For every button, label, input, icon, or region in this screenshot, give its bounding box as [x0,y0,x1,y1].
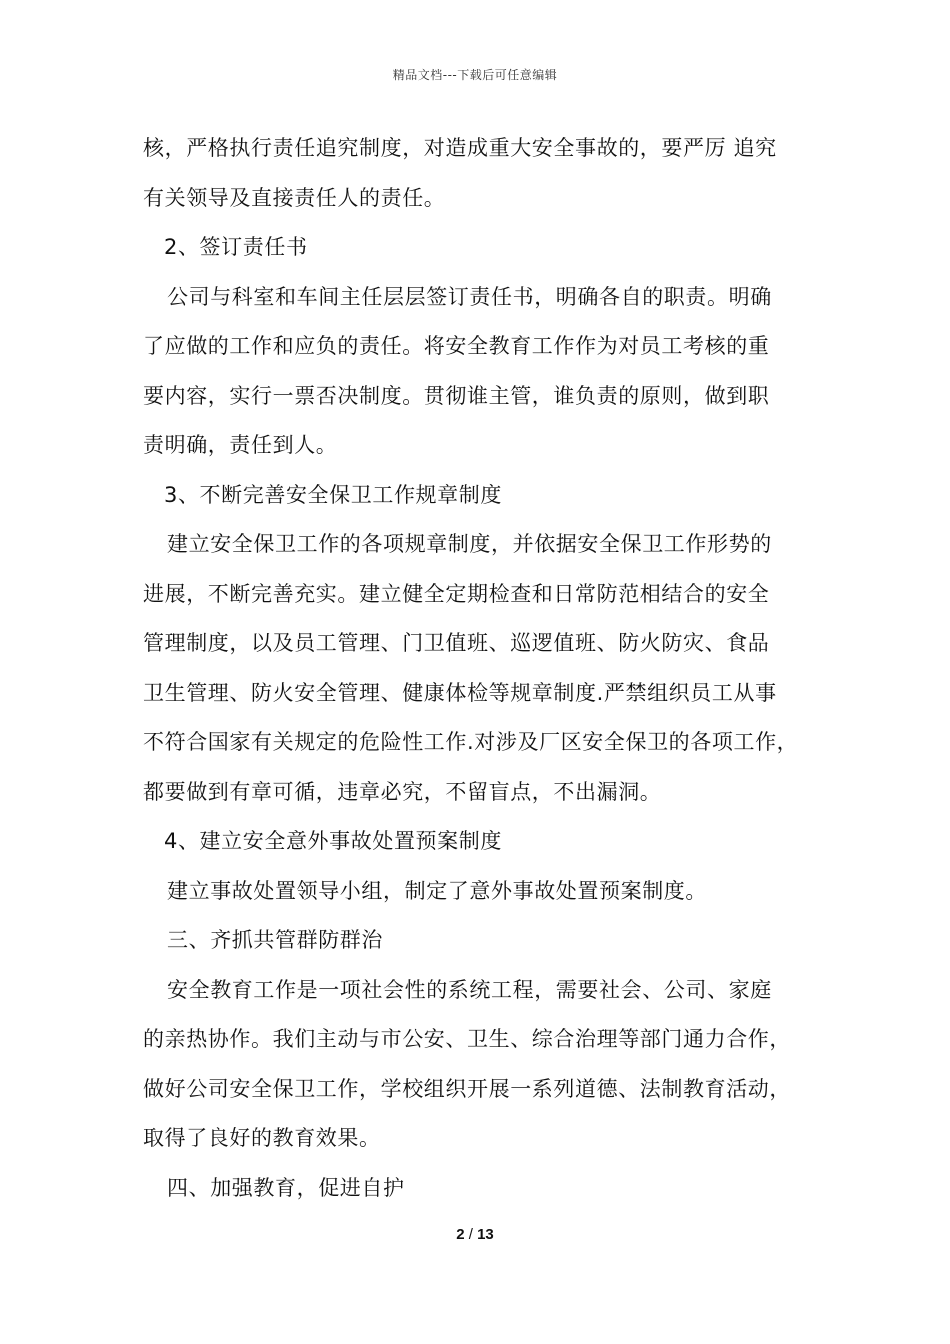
total-pages: 13 [477,1226,494,1243]
text-line: 做好公司安全保卫工作，学校组织开展一系列道德、法制教育活动， [143,1076,791,1101]
text-line: 核，严格执行责任追究制度，对造成重大安全事故的，要严厉 追究 [143,136,777,160]
text-line: 有关领导及直接责任人的责任。 [143,185,446,210]
text-line: 卫生管理、防火安全管理、健康体检等规章制度.严禁组织员工从事 [143,680,777,705]
text-line: 都要做到有章可循，违章必究，不留盲点，不出漏洞。 [143,779,662,804]
text-line: 不符合国家有关规定的危险性工作.对涉及厂区安全保卫的各项工作， [143,730,799,754]
section-heading: 4、建立安全意外事故处置预案制度 [164,829,502,853]
current-page: 2 [456,1226,465,1243]
section-heading: 三、齐抓共管群防群治 [167,928,383,952]
page-header: 精品文档---下载后可任意编辑 [392,68,558,82]
text-line: 取得了良好的教育效果。 [143,1126,381,1150]
text-line: 安全教育工作是一项社会性的系统工程，需要社会、公司、家庭 [167,977,772,1002]
text-line: 建立事故处置领导小组，制定了意外事故处置预案制度。 [167,878,707,903]
text-line: 的亲热协作。我们主动与市公安、卫生、综合治理等部门通力合作， [143,1027,791,1051]
section-heading: 2、签订责任书 [164,235,308,259]
text-line: 了应做的工作和应负的责任。将安全教育工作作为对员工考核的重 [143,334,770,358]
section-heading: 3、不断完善安全保卫工作规章制度 [164,482,502,507]
text-line: 管理制度，以及员工管理、门卫值班、巡逻值班、防火防灾、食品 [143,631,770,655]
text-line: 进展，不断完善充实。建立健全定期检查和日常防范相结合的安全 [143,581,770,606]
document-body [143,124,823,1213]
section-heading: 四、加强教育，促进自护 [167,1175,405,1200]
page-number [0,1226,950,1243]
text-line: 要内容，实行一票否决制度。贯彻谁主管，谁负责的原则，做到职 [143,383,770,408]
text-line: 公司与科室和车间主任层层签订责任书，明确各自的职责。明确 [167,284,772,309]
text-line: 责明确，责任到人。 [143,433,338,457]
page-separator: / [464,1226,478,1243]
text-line: 建立安全保卫工作的各项规章制度，并依据安全保卫工作形势的 [167,532,772,556]
